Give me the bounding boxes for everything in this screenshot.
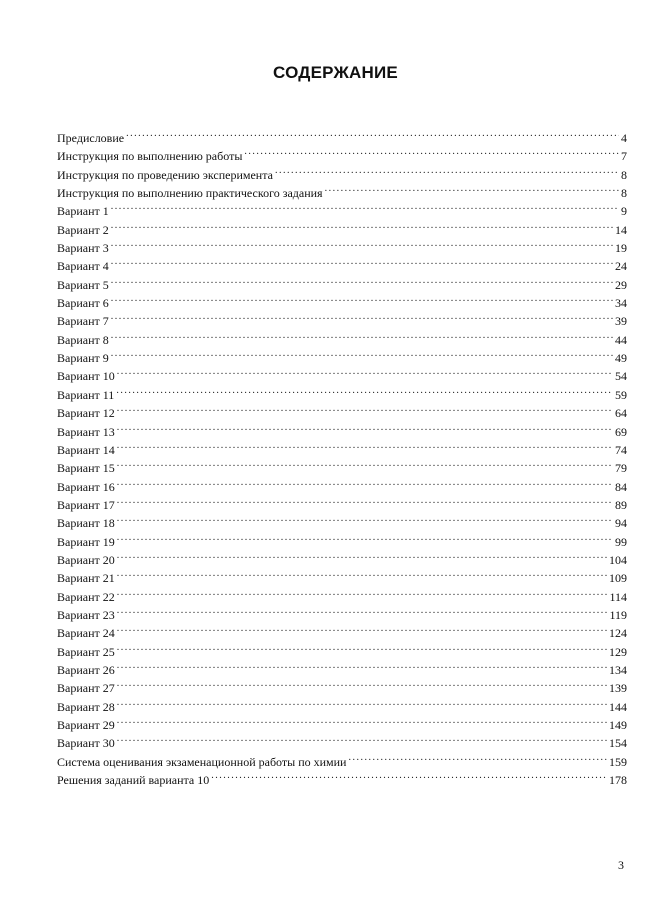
toc-dot-leader [117,601,608,619]
toc-dot-leader [348,748,607,766]
toc-entry-page: 14 [615,222,627,237]
toc-entry[interactable] [57,711,627,732]
toc-dot-leader [275,161,619,179]
toc-entry-label: Вариант 6 [57,296,109,311]
toc-entry-label: Вариант 4 [57,259,109,274]
toc-dot-leader [111,197,619,215]
toc-entry-page: 134 [609,662,627,677]
toc-entry-page: 24 [615,259,627,274]
toc-entry[interactable] [57,528,627,549]
toc-entry-page: 129 [609,644,627,659]
table-of-contents [57,124,627,788]
toc-entry-label: Система оценивания экзаменационной работы по химии [57,754,347,769]
toc-entry-page: 8 [621,167,627,182]
toc-entry[interactable] [57,252,627,274]
toc-entry-label: Предисловие [57,131,125,145]
toc-entry-label: Вариант 1 [57,204,109,219]
toc-dot-leader [117,583,608,601]
toc-dot-leader [117,528,613,546]
toc-dot-leader [126,124,619,142]
toc-entry-label: Вариант 29 [57,718,115,732]
toc-dot-leader [117,711,607,729]
toc-entry-page: 34 [615,296,627,311]
toc-entry-page: 114 [609,589,627,604]
toc-entry[interactable] [57,418,627,439]
toc-entry-page: 74 [615,442,627,457]
toc-entry-label: Вариант 25 [57,644,115,659]
toc-dot-leader [117,638,607,656]
toc-dot-leader [117,546,607,564]
toc-entry-label: Вариант 5 [57,277,109,292]
toc-entry[interactable] [57,601,627,622]
toc-entry-page: 4 [621,131,627,145]
toc-entry-label: Инструкция по выполнению практического задания [57,186,323,201]
toc-entry-label: Вариант 20 [57,552,115,567]
toc-entry-page: 49 [615,351,627,366]
toc-entry-label: Инструкция по проведению эксперимента [57,167,273,182]
toc-dot-leader [116,381,613,399]
toc-dot-leader [111,289,613,307]
toc-entry[interactable] [57,234,627,256]
toc-entry-label: Вариант 3 [57,241,109,256]
toc-entry-page: 69 [615,424,627,439]
toc-entry-page: 124 [609,626,627,641]
toc-entry[interactable] [57,454,627,476]
toc-dot-leader [117,473,613,491]
toc-entry[interactable] [57,326,627,347]
toc-entry-label: Вариант 2 [57,222,109,237]
toc-entry-label: Вариант 12 [57,406,115,421]
toc-entry[interactable] [57,289,627,311]
toc-dot-leader [111,326,613,344]
toc-dot-leader [244,142,619,160]
toc-entry-label: Вариант 10 [57,369,115,384]
toc-dot-leader [117,656,607,674]
toc-entry-label: Вариант 19 [57,534,115,549]
toc-entry-page: 19 [615,241,627,256]
toc-dot-leader [111,216,613,234]
toc-dot-leader [111,344,613,362]
toc-dot-leader [117,619,607,637]
toc-entry-page: 94 [615,516,627,531]
toc-entry[interactable] [57,656,627,677]
toc-dot-leader [117,509,613,527]
toc-dot-leader [211,766,607,784]
toc-entry-page: 44 [615,332,627,347]
toc-entry[interactable] [57,674,627,696]
toc-entry[interactable] [57,344,627,366]
toc-entry-page: 8 [621,186,627,201]
toc-entry-label: Вариант 11 [57,387,115,402]
toc-dot-leader [117,729,607,747]
toc-entry-page: 99 [615,534,627,549]
toc-entry[interactable] [57,216,627,237]
toc-entry[interactable] [57,638,627,659]
toc-entry-label: Вариант 18 [57,516,115,531]
toc-entry-label: Вариант 27 [57,681,115,696]
toc-dot-leader [111,271,613,289]
toc-entry[interactable] [57,307,627,329]
toc-entry[interactable] [57,748,627,769]
toc-entry-label: Вариант 14 [57,442,115,457]
toc-dot-leader [117,674,607,692]
toc-entry-label: Вариант 30 [57,736,115,751]
toc-entry[interactable] [57,197,627,219]
toc-entry[interactable] [57,619,627,641]
toc-entry[interactable] [57,381,627,402]
page-title: СОДЕРЖАНИЕ [273,63,398,82]
toc-entry[interactable] [57,509,627,531]
toc-entry-page: 149 [609,718,627,732]
toc-entry-label: Вариант 17 [57,497,115,512]
toc-entry-label: Вариант 9 [57,351,109,366]
toc-entry[interactable] [57,473,627,494]
toc-entry-page: 64 [615,406,627,421]
toc-entry-label: Вариант 23 [57,607,115,622]
toc-entry-label: Инструкция по выполнению работы [57,149,243,164]
toc-dot-leader [117,362,613,380]
toc-entry[interactable] [57,729,627,751]
toc-entry-label: Вариант 22 [57,589,115,604]
toc-entry-page: 59 [615,387,627,402]
toc-entry-page: 178 [609,773,627,788]
toc-dot-leader [117,399,613,417]
toc-dot-leader [117,491,613,509]
toc-dot-leader [325,179,619,197]
toc-entry-label: Вариант 24 [57,626,115,641]
toc-entry-page: 84 [615,479,627,494]
toc-dot-leader [117,564,607,582]
toc-entry[interactable] [57,491,627,512]
toc-entry[interactable] [57,564,627,586]
toc-entry-label: Вариант 21 [57,571,115,586]
toc-entry-label: Вариант 26 [57,662,115,677]
toc-entry-label: Вариант 13 [57,424,115,439]
toc-entry[interactable] [57,436,627,457]
toc-entry[interactable] [57,583,627,604]
toc-entry[interactable] [57,399,627,421]
toc-entry-page: 89 [615,497,627,512]
toc-dot-leader [117,693,607,711]
toc-entry-label: Вариант 8 [57,332,109,347]
toc-entry-label: Решения заданий варианта 10 [57,773,210,788]
toc-entry[interactable] [57,124,627,145]
toc-entry-page: 109 [609,571,627,586]
toc-entry-page: 9 [621,204,627,219]
toc-entry-page: 104 [609,552,627,567]
toc-entry-page: 159 [609,754,627,769]
toc-entry-page: 144 [609,699,627,714]
toc-entry-page: 154 [609,736,627,751]
toc-entry[interactable] [57,693,627,714]
page-number: 3 [618,858,624,872]
toc-dot-leader [117,454,613,472]
toc-dot-leader [111,252,613,270]
toc-entry[interactable] [57,546,627,567]
toc-entry-label: Вариант 15 [57,461,115,476]
toc-entry-page: 119 [609,607,627,622]
toc-entry-page: 139 [609,681,627,696]
toc-entry-label: Вариант 7 [57,314,109,329]
toc-entry[interactable] [57,142,627,164]
toc-dot-leader [111,234,613,252]
toc-dot-leader [111,307,613,325]
toc-entry-page: 54 [615,369,627,384]
toc-entry-page: 29 [615,277,627,292]
toc-entry-label: Вариант 28 [57,699,115,714]
toc-entry-page: 39 [615,314,627,329]
toc-entry-page: 7 [621,149,627,164]
toc-entry[interactable] [57,271,627,292]
toc-entry[interactable] [57,362,627,384]
toc-entry-label: Вариант 16 [57,479,115,494]
toc-dot-leader [117,418,613,436]
toc-dot-leader [117,436,613,454]
toc-entry-page: 79 [615,461,627,476]
